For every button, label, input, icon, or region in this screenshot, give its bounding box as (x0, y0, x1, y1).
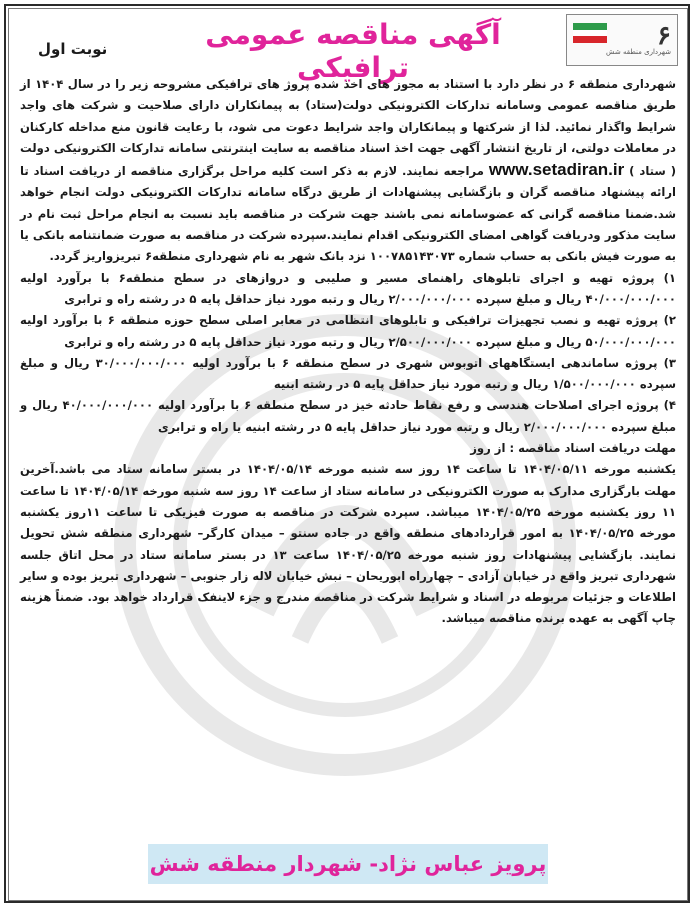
deadline-label: مهلت دریافت اسناد مناقصه : از روز (470, 441, 676, 456)
logo-caption: شهرداری منطقه شش (605, 48, 671, 56)
header (16, 14, 680, 84)
setad-website-link[interactable]: www.setadiran.ir (488, 160, 625, 180)
municipality-logo (566, 14, 678, 66)
intro-text-2: مراجعه نمایند. لازم به ذکر است کلیه مراحل برگزاری مناقصه از دریافت اسناد تا ارائه پیشنهاد مناقصه گران و بازگشایی پیشنهادات از طریق درگاه سامانه تدارکات الکترونیکی دولت انجام خواهد شد.ضمنا مناقصه گرانی که عضوسامانه نمی باشند جهت شرکت در مناقصه باید نسبت به انجام مراحل ثبت نام در سایت مذکور ودریافت گواهی امضای الکترونیکی اقدام نمایند.سپرده شرکت در مناقصه به صورت ضمانتنامه بانکی یا به صورت فیش بانکی به حساب شماره ۱۰۰۷۸۵۱۴۳۰۷۳ نزد بانک شهر به نام شهرداری منطقه۶ تبریزواریز گردد. (20, 164, 676, 264)
schedule-paragraph: یکشنبه مورخه ۱۴۰۴/۰۵/۱۱ تا ساعت ۱۴ روز سه شنبه مورخه ۱۴۰۴/۰۵/۱۴ در بستر سامانه ستاد می باشد.آخرین مهلت بارگزاری مدارک به صورت الکترونیکی در سامانه ستاد از ساعت ۱۴ روز سه شنبه مورخه ۱۴۰۴/۰۵/۱۴ تا ساعت ۱۱ روز یکشنبه مورخه ۱۴۰۴/۰۵/۲۵ میباشد. سپرده شرکت در مناقصه به صورت فیزیکی تا ساعت ۱۱روز یکشنبه مورخه ۱۴۰۴/۰۵/۲۵ به امور قراردادهای منطقه واقع در جاده سنتو – میدان کارگر– شهرداری منطقه شش تحویل نمایند. بازگشایی پیشنهادات روز شنبه مورخه ۱۴۰۴/۰۵/۲۵ ساعت ۱۳ در بستر سامانه ستاد در محل اتاق جلسه شهرداری تبریز واقع در خیابان آزادی – چهارراه ابوریحان – نبش خیابان لاله زار جنوبی – شهرداری تبریز بوده و سایر اطلاعات و جزئیات مربوطه در اسناد و شرایط شرکت در مناقصه مندرج و جزء لاینفک قرارداد خواهد بود. ضمناً هزینه چاپ آگهی به عهده برنده مناقصه میباشد. (20, 462, 677, 626)
project-item-2: ۲) پروژه تهیه و نصب تجهیزات ترافیکی و تابلوهای انتظامی در معابر اصلی سطح حوزه منطقه ۶ با برآورد اولیه ۵۰/۰۰۰/۰۰۰/۰۰۰ ریال و مبلغ سپرده ۲/۵۰۰/۰۰۰/۰۰۰ ریال و رتبه مورد نیاز حداقل پایه ۵ در رشته راه و ترابری (20, 313, 676, 349)
intro-paragraph (20, 74, 676, 268)
round-label: نوبت اول (38, 40, 108, 58)
project-item-4: ۴) پروژه اجرای اصلاحات هندسی و رفع نقاط حادثه خیز در سطح منطقه ۶ با برآورد اولیه ۴۰/۰۰۰/۰۰۰/۰۰۰ ریال و مبلغ سپرده ۲/۰۰۰/۰۰۰/۰۰۰ ریال و رتبه مورد نیاز حداقل پایه ۵ در رشته ابنیه یا راه و ترابری (20, 398, 676, 434)
notice-body (20, 74, 676, 834)
intro-text-1: شهرداری منطقه ۶ در نظر دارد با استناد به مجوز های اخذ شده پروژ های ترافیکی مشروحه زیر را در سال ۱۴۰۴ از طریق مناقصه عمومی وسامانه تدارکات الکترونیکی دولت(ستاد) به پیمانکاران دارای صلاحیت و شرکت های واجد شرایط واگذار نمائید. لذا از شرکتها و پیمانکاران واجد شرایط دعوت می شود، با رعایت قانون منع مداخله کارکنان در معاملات دولتی، از تاریخ انتشار آگهی جهت اخذ اسناد مناقصه به سایت اینترنتی سامانه تدارکات الکترونیکی دولت ( ستاد ) (20, 77, 677, 179)
mayor-signature-banner: پرویز عباس نژاد- شهردار منطقه شش (148, 844, 548, 884)
project-item-1: ۱) پروژه تهیه و اجرای تابلوهای راهنمای مسیر و صلیبی و دروازهای در سطح منطقه۶ با برآورد اولیه ۴۰/۰۰۰/۰۰۰/۰۰۰ ریال و مبلغ سپرده ۲/۰۰۰/۰۰۰/۰۰۰ ریال و رتبه مورد نیاز حداقل پایه ۵ در رشته راه و ترابری (20, 270, 676, 306)
notice-title: آگهی مناقصه عمومی ترافیکی (205, 18, 501, 84)
iran-flag-icon (573, 23, 607, 43)
project-item-3: ۳) پروژه ساماندهی ایستگاههای اتوبوس شهری در سطح منطقه ۶ با برآورد اولیه ۳۰/۰۰۰/۰۰۰/۰۰۰ ریال و مبلغ سپرده ۱/۵۰۰/۰۰۰/۰۰۰ ریال و رتبه مورد نیاز حداقل پایه ۵ در رشته ابنیه (20, 355, 676, 392)
logo-district-number: ۶ (657, 21, 671, 51)
